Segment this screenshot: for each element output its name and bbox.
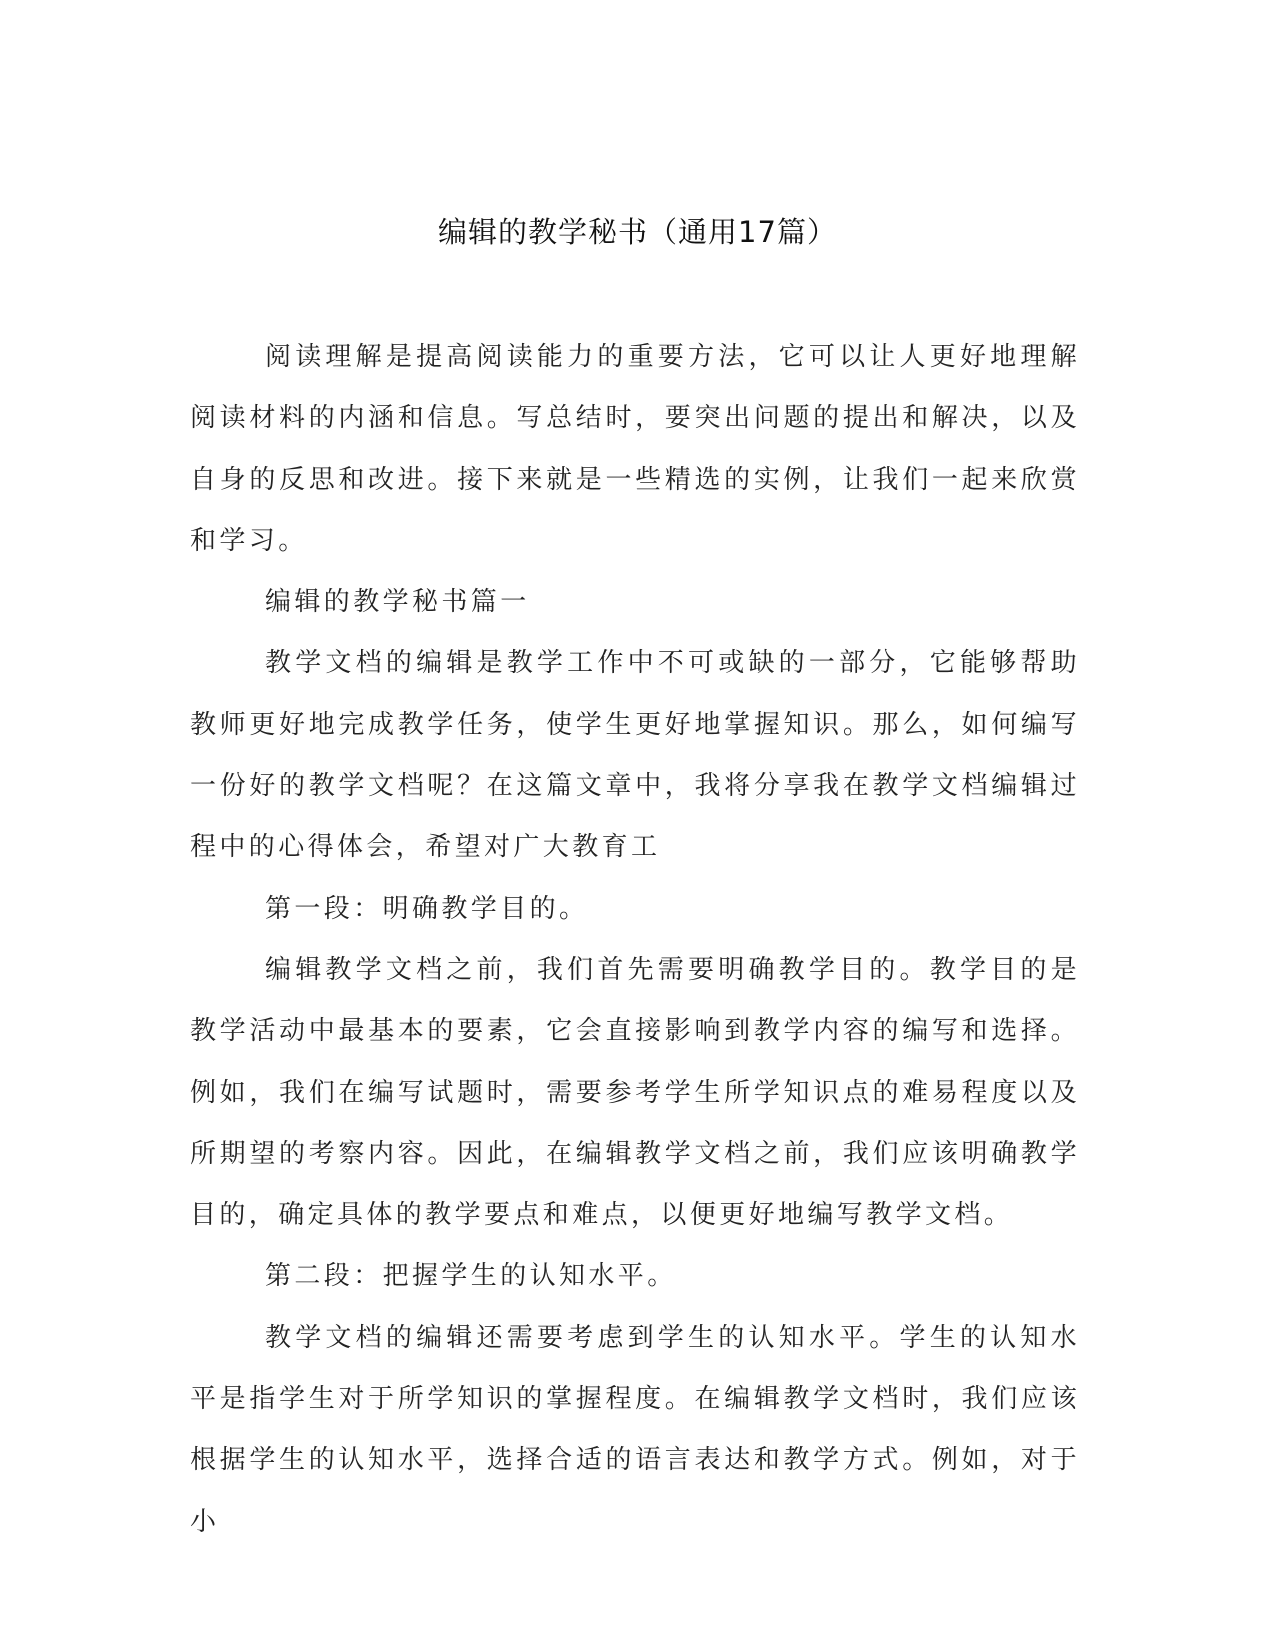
subsection-heading: 第二段：把握学生的认知水平。	[265, 1261, 677, 1292]
document-body	[190, 327, 1080, 1553]
subsection-heading: 第一段：明确教学目的。	[265, 893, 589, 924]
body-paragraph: 教学文档的编辑还需要考虑到学生的认知水平。学生的认知水平是指学生对于所学知识的掌握程度。在编辑教学文档时，我们应该根据学生的认知水平，选择合适的语言表达和教学方式。例如，对于小	[190, 1322, 1080, 1537]
document-title: 编辑的教学秘书（通用17篇）	[438, 215, 837, 249]
section-heading: 编辑的教学秘书篇一	[265, 587, 530, 618]
intro-paragraph: 阅读理解是提高阅读能力的重要方法，它可以让人更好地理解阅读材料的内涵和信息。写总结时，要突出问题的提出和解决，以及自身的反思和改进。接下来就是一些精选的实例，让我们一起来欣赏和学习。	[190, 342, 1080, 556]
body-paragraph: 编辑教学文档之前，我们首先需要明确教学目的。教学目的是教学活动中最基本的要素，它会直接影响到教学内容的编写和选择。例如，我们在编写试题时，需要参考学生所学知识点的难易程度以及所期望的考察内容。因此，在编辑教学文档之前，我们应该明确教学目的，确定具体的教学要点和难点，以便更好地编写教学文档。	[190, 954, 1080, 1231]
body-paragraph: 教学文档的编辑是教学工作中不可或缺的一部分，它能够帮助教师更好地完成教学任务，使学生更好地掌握知识。那么，如何编写一份好的教学文档呢？在这篇文章中，我将分享我在教学文档编辑过程中的心得体会，希望对广大教育工	[190, 648, 1080, 863]
